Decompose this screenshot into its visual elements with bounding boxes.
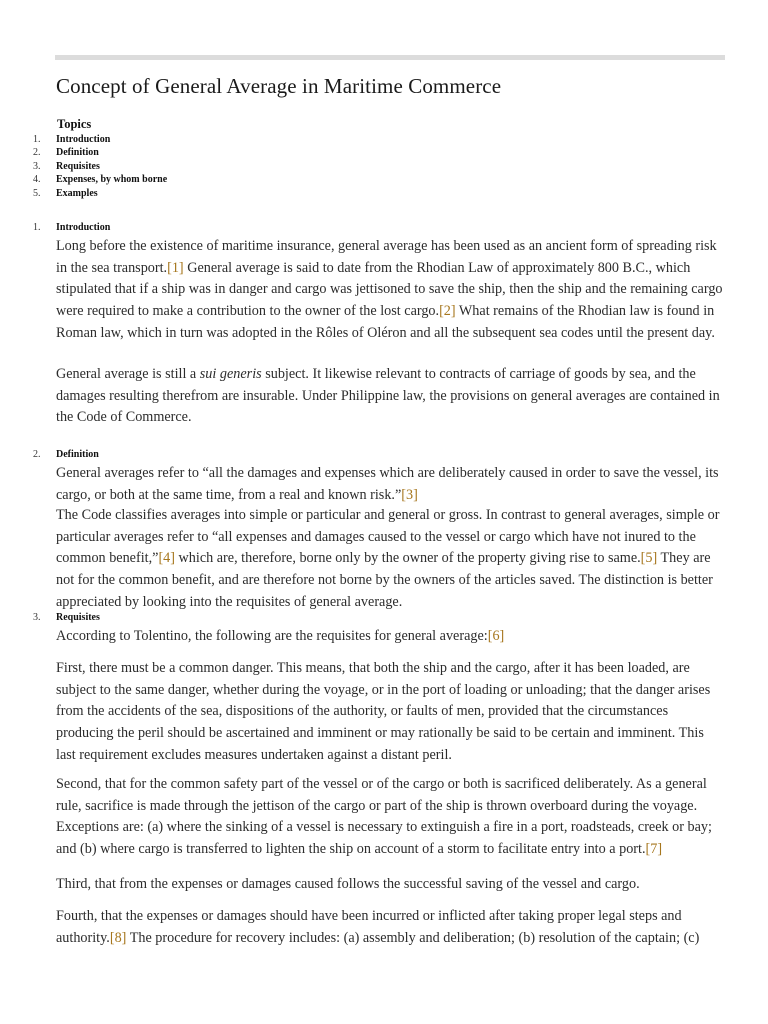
footnote-ref-3[interactable]: [3] <box>401 486 418 503</box>
text-run: Fourth, that the expenses or damages should have been incurred or inflicted after taking proper legal steps and authority. <box>56 908 682 946</box>
topic-label[interactable]: Expenses, by whom borne <box>56 174 168 186</box>
topic-label[interactable]: Requisites <box>56 160 100 172</box>
requisites-paragraph-4: Third, that from the expenses or damages caused follows the successful saving of the vessel and cargo. <box>56 876 640 892</box>
footnote-ref-1[interactable]: [1] <box>167 259 184 276</box>
text-run: What remains of the Rhodian law is found in Roman law, which in turn was adopted in the Rôles of Oléron and all the subsequent sea codes until the present day. <box>56 303 715 341</box>
topic-number: 4. <box>33 174 41 186</box>
footnote-ref-7[interactable]: [7] <box>645 841 663 858</box>
definition-paragraph-1 <box>56 463 726 506</box>
topic-number: 1. <box>33 134 41 145</box>
text-run: Long before the existence of maritime insurance, general average has been used as an ancient form of spreading risk in the sea transport. <box>56 238 717 276</box>
topic-label[interactable]: Definition <box>56 147 99 159</box>
footnote-ref-6[interactable]: [6] <box>487 628 505 644</box>
section-number: 2. <box>33 449 41 460</box>
definition-paragraph-2 <box>56 505 726 614</box>
requisites-paragraph-2: First, there must be a common danger. This means, that both the ship and the cargo, after it has been loaded, are subject to the same danger, whether during the voyage, or in the port of loading or unloading; that the danger arises from the accidents of the sea, dispositions of the authority, or faults of men, provided that the circumstances producing the peril should be ascertained and imminent or may rationally be said to be certain and imminent. This last requirement excludes measures undertaken against a distant peril. <box>56 660 711 763</box>
intro-paragraph-2 <box>56 364 726 429</box>
section-title: Definition <box>56 449 99 460</box>
italic-term: sui generis <box>199 366 262 382</box>
requisites-paragraph-3 <box>56 774 726 861</box>
section-number: 3. <box>33 612 41 623</box>
text-run: They are not for the common benefit, and are therefore not borne by the owners of the articles saved. The distinction is better appreciated by looking into the requisites of general average. <box>56 550 713 610</box>
topics-heading: Topics <box>57 117 92 131</box>
footnote-ref-4[interactable]: [4] <box>158 550 175 567</box>
text-run: According to Tolentino, the following are the requisites for general average: <box>56 628 488 644</box>
text-run: General averages refer to “all the damages and expenses which are deliberately caused in order to save the vessel, its cargo, or both at the same time, from a real and known risk.” <box>56 465 719 503</box>
section-title: Introduction <box>56 222 111 233</box>
requisites-paragraph-5 <box>56 906 726 949</box>
topic-label[interactable]: Introduction <box>56 134 111 145</box>
page-title: Concept of General Average in Maritime Commerce <box>56 74 502 98</box>
section-title: Requisites <box>56 612 100 623</box>
topic-number: 3. <box>33 160 41 172</box>
header-divider <box>55 55 725 60</box>
intro-paragraph-1 <box>56 236 726 345</box>
topic-number: 2. <box>33 147 41 159</box>
footnote-ref-8[interactable]: [8] <box>109 929 127 946</box>
text-run: The procedure for recovery includes: (a) assembly and deliberation; (b) resolution of the captain; (c) <box>126 929 700 946</box>
requisites-paragraph-1 <box>56 626 726 648</box>
text-run: Second, that for the common safety part of the vessel or of the cargo or both is sacrificed deliberately. As a general rule, sacrifice is made through the jettison of the cargo or part of the ship is thrown overboard during the voyage. Exceptions are: (a) where the sinking of a vessel is necessary to extinguish a fire in a port, roadsteads, creek or bay; and (b) where cargo is transferred to lighten the ship on account of a storm to facilitate entry into a port. <box>56 776 712 858</box>
topic-label[interactable]: Examples <box>56 187 98 199</box>
footnote-ref-5[interactable]: [5] <box>640 550 658 567</box>
text-run: General average is said to date from the Rhodian Law of approximately 800 B.C., which stipulated that if a ship was in danger and cargo was jettisoned to save the ship, then the ship and the remaining cargo were required to make a contribution to the owner of the lost cargo. <box>56 259 723 320</box>
text-run: The Code classifies averages into simple or particular and general or gross. In contrast to general averages, simple or particular averages refer to “all expenses and damages caused to the vessel or cargo which have not inured to the common benefit,” <box>56 507 720 567</box>
section-number: 1. <box>33 222 41 233</box>
text-run: subject. It likewise relevant to contracts of carriage of goods by sea, and the damages resulting therefrom are insurable. Under Philippine law, the provisions on general averages are contained in the Code of Commerce. <box>56 366 720 426</box>
topic-number: 5. <box>33 187 41 199</box>
footnote-ref-2[interactable]: [2] <box>439 303 456 320</box>
text-run: which are, therefore, borne only by the owner of the property giving rise to same. <box>174 550 641 567</box>
text-run: General average is still a <box>56 366 200 382</box>
